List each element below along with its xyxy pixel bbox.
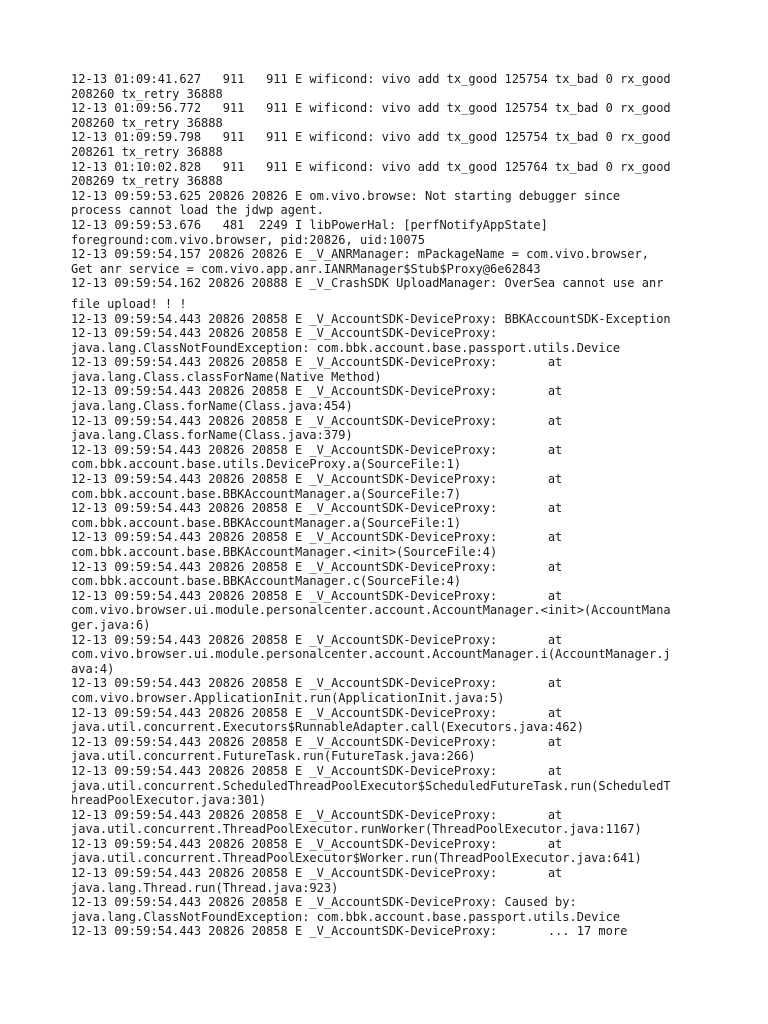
log-line: file upload! ! ! [71, 296, 187, 311]
log-line: com.bbk.account.base.utils.DeviceProxy.a(SourceFile:1) [71, 457, 462, 472]
log-line: 12-13 09:59:54.443 20826 20858 E _V_AccountSDK-DeviceProxy: Caused by: [71, 895, 577, 910]
log-line: java.lang.Class.forName(Class.java:379) [71, 428, 353, 443]
log-line: com.bbk.account.base.BBKAccountManager.c(SourceFile:4) [71, 574, 462, 589]
log-line: 12-13 09:59:54.443 20826 20858 E _V_AccountSDK-DeviceProxy: at [71, 632, 563, 647]
log-line: java.lang.ClassNotFoundException: com.bbk.account.base.passport.utils.Device [71, 340, 621, 355]
log-line: java.lang.Thread.run(Thread.java:923) [71, 880, 339, 895]
log-line: 12-13 09:59:54.443 20826 20858 E _V_AccountSDK-DeviceProxy: at [71, 807, 563, 822]
log-line: 12-13 09:59:54.443 20826 20858 E _V_AccountSDK-DeviceProxy: at [71, 705, 563, 720]
log-line: 12-13 09:59:54.443 20826 20858 E _V_AccountSDK-DeviceProxy: at [71, 384, 563, 399]
log-line: 12-13 09:59:54.443 20826 20858 E _V_AccountSDK-DeviceProxy: at [71, 734, 563, 749]
log-line: com.bbk.account.base.BBKAccountManager.a(SourceFile:7) [71, 486, 462, 501]
log-line: 12-13 01:09:56.772 911 911 E wificond: vivo add tx_good 125754 tx_bad 0 rx_good [71, 101, 671, 116]
log-line: hreadPoolExecutor.java:301) [71, 793, 267, 808]
log-line: 12-13 09:59:54.162 20826 20888 E _V_CrashSDK UploadManager: OverSea cannot use anr [71, 276, 664, 291]
log-line: 12-13 09:59:54.443 20826 20858 E _V_AccountSDK-DeviceProxy: at [71, 588, 563, 603]
log-line: 12-13 09:59:53.625 20826 20826 E om.vivo.browse: Not starting debugger since [71, 188, 621, 203]
log-line: 12-13 09:59:54.443 20826 20858 E _V_AccountSDK-DeviceProxy: at [71, 530, 563, 545]
log-line: 12-13 01:10:02.828 911 911 E wificond: vivo add tx_good 125764 tx_bad 0 rx_good [71, 159, 671, 174]
log-line: java.lang.ClassNotFoundException: com.bbk.account.base.passport.utils.Device [71, 909, 621, 924]
log-line: Get anr service = com.vivo.app.anr.IANRManager$Stub$Proxy@6e62843 [71, 261, 541, 276]
log-line: 12-13 09:59:54.443 20826 20858 E _V_AccountSDK-DeviceProxy: at [71, 559, 563, 574]
log-line: com.vivo.browser.ui.module.personalcenter.account.AccountManager.<init>(AccountMana [71, 603, 671, 618]
log-line: ava:4) [71, 661, 115, 676]
log-line: 208260 tx_retry 36888 [71, 86, 223, 101]
log-document [71, 72, 711, 939]
log-line: 12-13 09:59:54.443 20826 20858 E _V_AccountSDK-DeviceProxy: ... 17 more [71, 924, 628, 939]
log-line: java.util.concurrent.FutureTask.run(FutureTask.java:266) [71, 749, 476, 764]
log-line: 12-13 09:59:54.157 20826 20826 E _V_ANRManager: mPackageName = com.vivo.browser, [71, 247, 649, 262]
log-line: java.lang.Class.forName(Class.java:454) [71, 399, 353, 414]
log-line: 12-13 09:59:54.443 20826 20858 E _V_AccountSDK-DeviceProxy: at [71, 501, 563, 516]
log-line: 208260 tx_retry 36888 [71, 115, 223, 130]
log-line: com.bbk.account.base.BBKAccountManager.<init>(SourceFile:4) [71, 545, 498, 559]
log-line: java.lang.Class.classForName(Native Method) [71, 369, 382, 384]
log-line: 12-13 09:59:54.443 20826 20858 E _V_AccountSDK-DeviceProxy: at [71, 676, 563, 691]
log-line: foreground:com.vivo.browser, pid:20826, uid:10075 [71, 232, 426, 247]
log-line: 12-13 09:59:54.443 20826 20858 E _V_AccountSDK-DeviceProxy: at [71, 413, 563, 428]
log-line: java.util.concurrent.ThreadPoolExecutor$Worker.run(ThreadPoolExecutor.java:641) [71, 851, 642, 866]
log-line: 12-13 01:09:59.798 911 911 E wificond: vivo add tx_good 125754 tx_bad 0 rx_good [71, 130, 671, 145]
log-line: com.vivo.browser.ui.module.personalcenter.account.AccountManager.i(AccountManager.j [71, 647, 671, 662]
log-line: process cannot load the jdwp agent. [71, 203, 324, 218]
log-line: 12-13 01:09:41.627 911 911 E wificond: vivo add tx_good 125754 tx_bad 0 rx_good [71, 72, 671, 86]
log-line: java.util.concurrent.Executors$RunnableAdapter.call(Executors.java:462) [71, 720, 584, 735]
log-line: 12-13 09:59:54.443 20826 20858 E _V_AccountSDK-DeviceProxy: BBKAccountSDK-Exception [71, 311, 671, 326]
log-line: 208269 tx_retry 36888 [71, 174, 223, 189]
log-line: 12-13 09:59:54.443 20826 20858 E _V_AccountSDK-DeviceProxy: at [71, 866, 563, 881]
log-line: com.vivo.browser.ApplicationInit.run(ApplicationInit.java:5) [71, 690, 505, 705]
log-line: 208261 tx_retry 36888 [71, 144, 223, 159]
log-line: 12-13 09:59:54.443 20826 20858 E _V_AccountSDK-DeviceProxy: at [71, 836, 563, 851]
log-line: com.bbk.account.base.BBKAccountManager.a(SourceFile:1) [71, 515, 462, 530]
log-line: java.util.concurrent.ScheduledThreadPoolExecutor$ScheduledFutureTask.run(ScheduledT [71, 778, 671, 793]
log-line: 12-13 09:59:54.443 20826 20858 E _V_AccountSDK-DeviceProxy: at [71, 472, 563, 487]
log-line: 12-13 09:59:54.443 20826 20858 E _V_AccountSDK-DeviceProxy: at [71, 355, 563, 370]
log-line: java.util.concurrent.ThreadPoolExecutor.runWorker(ThreadPoolExecutor.java:1167) [71, 822, 642, 837]
log-line: 12-13 09:59:54.443 20826 20858 E _V_AccountSDK-DeviceProxy: at [71, 442, 563, 457]
log-line: 12-13 09:59:54.443 20826 20858 E _V_AccountSDK-DeviceProxy: at [71, 763, 563, 778]
log-line: ger.java:6) [71, 617, 151, 632]
log-line: 12-13 09:59:53.676 481 2249 I libPowerHal: [perfNotifyAppState] [71, 217, 548, 232]
log-line: 12-13 09:59:54.443 20826 20858 E _V_AccountSDK-DeviceProxy: [71, 326, 498, 341]
